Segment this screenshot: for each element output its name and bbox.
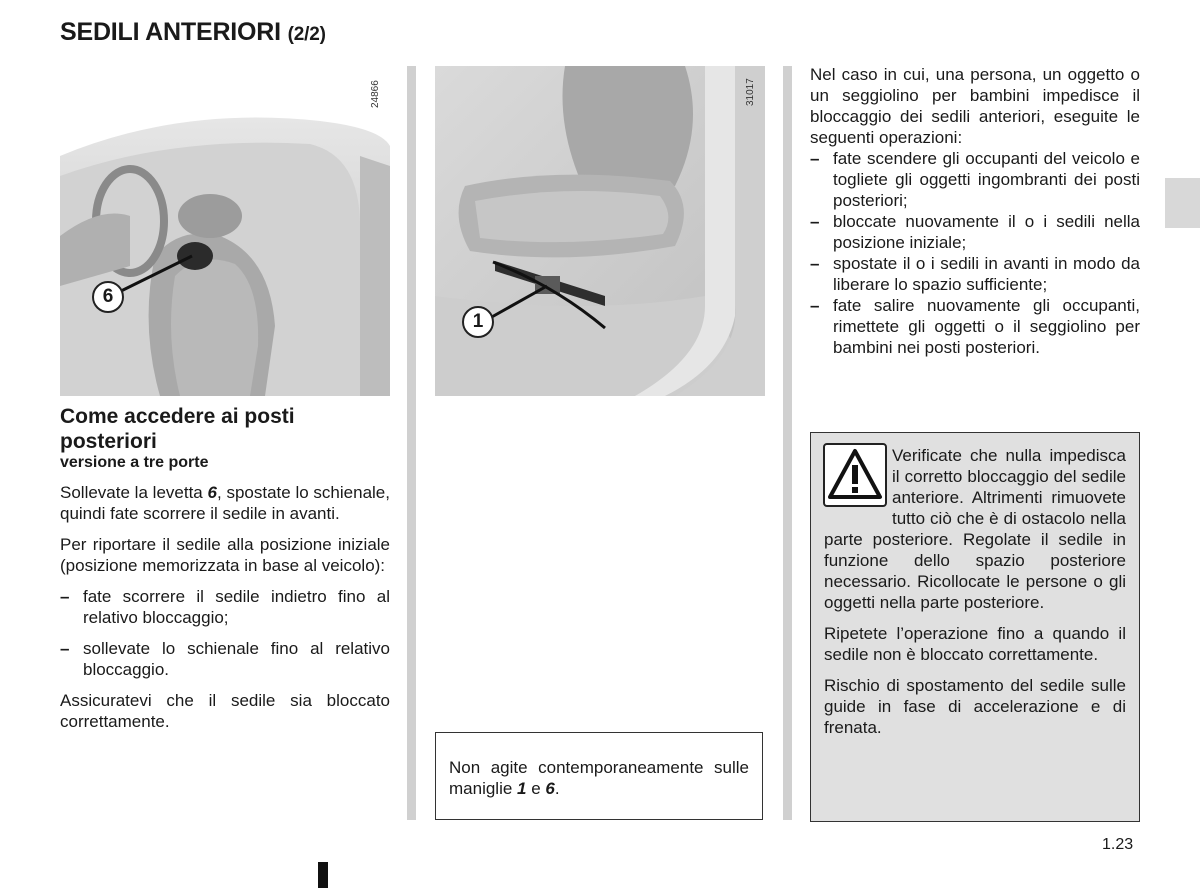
- left-column: [60, 404, 390, 742]
- car-interior-illustration: [60, 66, 390, 396]
- section-heading: Come accedere ai posti posteriori: [60, 405, 295, 453]
- warning-paragraph-2: Ripetete l’operazione fino a quando il sedile non è bloccato correttamente.: [824, 624, 1126, 664]
- note-box: Non agite contemporaneamente sulle maniglie 1 e 6.: [435, 732, 763, 820]
- reference-6: 6: [207, 483, 217, 502]
- page-title: [60, 18, 326, 47]
- list-item: – fate scorrere il sedile indietro fino al relativo bloccaggio;: [60, 586, 390, 628]
- callout-6: 6: [92, 281, 124, 313]
- section-subheading: versione a tre porte: [60, 454, 209, 471]
- reference-1: 1: [517, 779, 527, 798]
- page-title-main: SEDILI ANTERIORI: [60, 18, 281, 46]
- list-item: – bloccate nuovamente il o i sedili nella posizione iniziale;: [810, 211, 1140, 253]
- seat-rail-illustration: [435, 66, 765, 396]
- callout-1: 1: [462, 306, 494, 338]
- print-mark: [318, 862, 328, 888]
- warning-paragraph-3: Rischio di spostamento del sedile sulle guide in fase di accelerazione e di frenata.: [824, 676, 1126, 737]
- figure-left: [60, 66, 390, 396]
- paragraph-blocked-seat: Nel caso in cui, una persona, un oggetto o un seggiolino per bambini impedisce il bloccaggio dei sedili anteriori, eseguite le seguenti operazioni:: [810, 65, 1140, 147]
- paragraph-check-locked: Assicuratevi che il sedile sia bloccato correttamente.: [60, 691, 390, 731]
- list-item: – fate salire nuovamente gli occupanti, rimettete gli oggetti o il seggiolino per bambini nei posti posteriori.: [810, 295, 1140, 358]
- icon-wrap-spacer: [824, 445, 892, 509]
- reference-6: 6: [545, 779, 555, 798]
- right-column: [810, 64, 1140, 368]
- column-divider-right: [783, 66, 792, 820]
- warning-paragraph-1: Verificate che nulla impedisca il corretto bloccaggio del sedile anteriore. Altrimenti rimuovete tutto ciò che è di ostacolo nella parte posteriore. Regolate il sedile in funzione dello spazio posteriore necessario. Ricollocate le persone o gli oggetti nella parte posteriore.: [824, 446, 1126, 612]
- list-item: – fate scendere gli occupanti del veicolo e togliete gli oggetti ingombranti dei posti posteriori;: [810, 148, 1140, 211]
- column-divider-left: [407, 66, 416, 820]
- thumb-tab: [1165, 178, 1200, 228]
- list-item: – sollevate lo schienale fino al relativo bloccaggio.: [60, 638, 390, 680]
- figure-code-left: 24866: [370, 80, 381, 108]
- paragraph-lift-lever: Sollevate la levetta 6, spostate lo schienale, quindi fate scorrere il sedile in avanti.: [60, 483, 390, 523]
- figure-middle: [435, 66, 765, 396]
- list-item: – spostate il o i sedili in avanti in modo da liberare lo spazio sufficiente;: [810, 253, 1140, 295]
- page-title-suffix: (2/2): [287, 24, 326, 45]
- paragraph-return-seat: Per riportare il sedile alla posizione iniziale (posizione memorizzata in base al veicolo):: [60, 535, 390, 575]
- warning-box: [810, 432, 1140, 822]
- page-number: 1.23: [1102, 836, 1134, 853]
- figure-code-middle: 31017: [745, 78, 756, 106]
